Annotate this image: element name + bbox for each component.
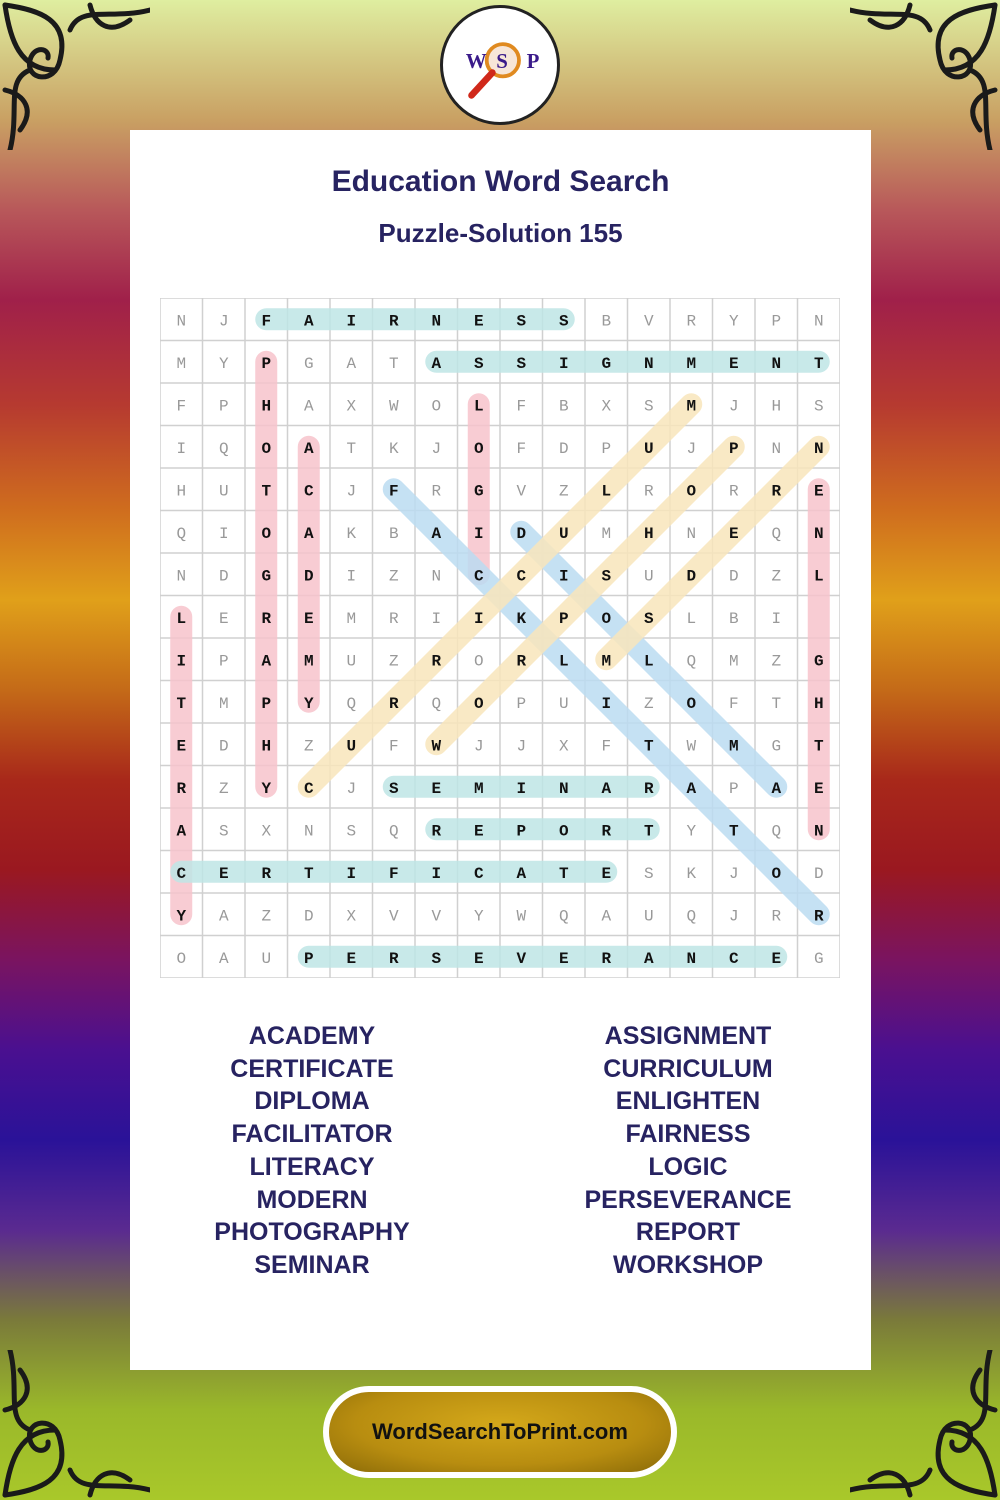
grid-cell-letter[interactable]: T bbox=[176, 694, 187, 713]
grid-cell-letter[interactable]: Q bbox=[686, 907, 697, 926]
footer-pill[interactable] bbox=[329, 1392, 671, 1472]
grid-cell-letter[interactable]: E bbox=[473, 312, 484, 331]
grid-cell-letter[interactable]: J bbox=[346, 779, 357, 798]
grid-cell-letter[interactable]: N bbox=[303, 822, 314, 841]
grid-cell-letter[interactable]: V bbox=[431, 907, 442, 926]
word-list-item: ACADEMY bbox=[248, 1022, 376, 1050]
grid-cell-letter[interactable]: I bbox=[431, 609, 442, 628]
grid-cell-letter[interactable]: A bbox=[218, 907, 229, 926]
word-list-item: FACILITATOR bbox=[231, 1120, 393, 1149]
grid-cell-letter[interactable]: F bbox=[516, 439, 527, 458]
grid-cell-letter[interactable]: L bbox=[601, 482, 612, 501]
grid-cell-letter[interactable]: R bbox=[813, 907, 824, 926]
grid-cell-letter[interactable]: D bbox=[218, 737, 229, 756]
word-list-item: MODERN bbox=[256, 1185, 368, 1214]
grid-cell-letter[interactable]: J bbox=[516, 737, 527, 756]
grid-cell-letter[interactable]: N bbox=[176, 312, 187, 331]
grid-cell-letter[interactable]: U bbox=[261, 949, 272, 968]
grid-cell-letter[interactable]: X bbox=[601, 397, 612, 416]
grid-cell-letter[interactable]: F bbox=[388, 737, 399, 756]
grid-cell-letter[interactable]: M bbox=[303, 652, 314, 671]
grid-cell-letter[interactable]: N bbox=[686, 949, 697, 968]
grid-cell-letter[interactable]: Z bbox=[558, 482, 569, 501]
grid-cell-letter[interactable]: M bbox=[601, 524, 612, 543]
grid-cell-letter[interactable]: D bbox=[686, 567, 697, 586]
grid-cell-letter[interactable]: H bbox=[813, 694, 824, 713]
grid-cell-letter[interactable]: R bbox=[601, 822, 612, 841]
grid-cell-letter[interactable]: E bbox=[728, 354, 739, 373]
grid-cell-letter[interactable]: Q bbox=[771, 524, 782, 543]
grid-cell-letter[interactable]: Y bbox=[686, 822, 697, 841]
grid-cell-letter[interactable]: C bbox=[728, 949, 739, 968]
grid-cell-letter[interactable]: O bbox=[686, 694, 697, 713]
grid-cell-letter[interactable]: E bbox=[771, 949, 782, 968]
grid-cell-letter[interactable]: O bbox=[686, 482, 697, 501]
grid-cell-letter[interactable]: A bbox=[431, 524, 442, 543]
grid-cell-letter[interactable]: Y bbox=[728, 312, 739, 331]
grid-cell-letter[interactable]: R bbox=[601, 949, 612, 968]
grid-cell-letter[interactable]: M bbox=[686, 354, 697, 373]
grid-cell-letter[interactable]: R bbox=[643, 779, 654, 798]
grid-cell-letter[interactable]: I bbox=[601, 694, 612, 713]
word-list-item: SEMINAR bbox=[254, 1250, 370, 1279]
grid-cell-letter[interactable]: I bbox=[473, 609, 484, 628]
grid-cell-letter[interactable]: P bbox=[728, 439, 739, 458]
grid-cell-letter[interactable]: H bbox=[261, 397, 272, 416]
grid-cell-letter[interactable]: O bbox=[176, 949, 187, 968]
grid-cell-letter[interactable]: N bbox=[771, 439, 782, 458]
grid-cell-letter[interactable]: E bbox=[728, 524, 739, 543]
grid-cell-letter[interactable]: Y bbox=[176, 907, 187, 926]
grid-cell-letter[interactable]: A bbox=[261, 652, 272, 671]
grid-cell-letter[interactable]: A bbox=[303, 312, 314, 331]
grid-cell-letter[interactable]: X bbox=[261, 822, 272, 841]
grid-cell-letter[interactable]: A bbox=[176, 822, 187, 841]
grid-cell-letter[interactable]: N bbox=[686, 524, 697, 543]
grid-cell-letter[interactable]: Z bbox=[388, 567, 399, 586]
grid-cell-letter[interactable]: E bbox=[176, 737, 187, 756]
grid-cell-letter[interactable]: E bbox=[473, 949, 484, 968]
grid-cell-letter[interactable]: W bbox=[516, 907, 527, 926]
grid-cell-letter[interactable]: I bbox=[176, 652, 187, 671]
grid-cell-letter[interactable]: F bbox=[601, 737, 612, 756]
grid-cell-letter[interactable]: N bbox=[176, 567, 187, 586]
grid-cell-letter[interactable]: U bbox=[558, 694, 569, 713]
grid-cell-letter[interactable]: R bbox=[261, 864, 272, 883]
grid-cell-letter[interactable]: T bbox=[261, 482, 272, 501]
grid-cell-letter[interactable]: P bbox=[516, 694, 527, 713]
word-list-right bbox=[528, 1020, 848, 1282]
grid-cell-letter[interactable]: L bbox=[473, 397, 484, 416]
grid-cell-letter[interactable]: H bbox=[643, 524, 654, 543]
grid-cell-letter[interactable]: M bbox=[686, 397, 697, 416]
grid-cell-letter[interactable]: N bbox=[431, 312, 442, 331]
grid-cell-letter[interactable]: I bbox=[346, 864, 357, 883]
grid-cell-letter[interactable]: V bbox=[516, 482, 527, 501]
grid-cell-letter[interactable]: D bbox=[813, 864, 824, 883]
grid-cell-letter[interactable]: E bbox=[218, 864, 229, 883]
grid-cell-letter[interactable]: W bbox=[686, 737, 697, 756]
grid-cell-letter[interactable]: T bbox=[771, 694, 782, 713]
grid-cell-letter[interactable]: I bbox=[473, 524, 484, 543]
grid-cell-letter[interactable]: C bbox=[303, 482, 314, 501]
grid-cell-letter[interactable]: A bbox=[303, 397, 314, 416]
grid-cell-letter[interactable]: M bbox=[473, 779, 484, 798]
grid-cell-letter[interactable]: A bbox=[303, 524, 314, 543]
grid-cell-letter[interactable]: S bbox=[516, 312, 527, 331]
grid-cell-letter[interactable]: R bbox=[728, 482, 739, 501]
word-list-item: ASSIGNMENT bbox=[604, 1022, 772, 1050]
grid-cell-letter[interactable]: K bbox=[388, 439, 399, 458]
grid-cell-letter[interactable]: R bbox=[686, 312, 697, 331]
grid-cell-letter[interactable]: R bbox=[388, 694, 399, 713]
grid-cell-letter[interactable]: F bbox=[728, 694, 739, 713]
grid-cell-letter[interactable]: S bbox=[516, 354, 527, 373]
grid-cell-letter[interactable]: I bbox=[346, 567, 357, 586]
grid-cell-letter[interactable]: L bbox=[686, 609, 697, 628]
grid-cell-letter[interactable]: O bbox=[473, 694, 484, 713]
grid-cell-letter[interactable]: Q bbox=[388, 822, 399, 841]
grid-cell-letter[interactable]: I bbox=[558, 567, 569, 586]
grid-cell-letter[interactable]: R bbox=[388, 949, 399, 968]
grid-cell-letter[interactable]: T bbox=[643, 737, 654, 756]
grid-cell-letter[interactable]: O bbox=[431, 397, 442, 416]
grid-cell-letter[interactable]: G bbox=[771, 737, 782, 756]
grid-cell-letter[interactable]: O bbox=[771, 864, 782, 883]
grid-cell-letter[interactable]: O bbox=[601, 609, 612, 628]
grid-cell-letter[interactable]: W bbox=[431, 737, 442, 756]
grid-cell-letter[interactable]: U bbox=[558, 524, 569, 543]
word-list-item: REPORT bbox=[635, 1218, 741, 1247]
grid-cell-letter[interactable]: N bbox=[431, 567, 442, 586]
grid-cell-letter[interactable]: B bbox=[558, 397, 569, 416]
grid-cell-letter[interactable]: P bbox=[218, 652, 229, 671]
grid-cell-letter[interactable]: F bbox=[388, 482, 399, 501]
grid-cell-letter[interactable]: Z bbox=[261, 907, 272, 926]
grid-cell-letter[interactable]: Y bbox=[473, 907, 484, 926]
grid-cell-letter[interactable]: F bbox=[261, 312, 272, 331]
grid-cell-letter[interactable]: T bbox=[346, 439, 357, 458]
grid-cell-letter[interactable]: A bbox=[218, 949, 229, 968]
grid-cell-letter[interactable]: M bbox=[176, 354, 187, 373]
grid-cell-letter[interactable]: R bbox=[388, 312, 399, 331]
ornament-top-right bbox=[850, 0, 1000, 150]
grid-cell-letter[interactable]: E bbox=[346, 949, 357, 968]
grid-cell-letter[interactable]: L bbox=[176, 609, 187, 628]
grid-cell-letter[interactable]: O bbox=[261, 439, 272, 458]
grid-cell-letter[interactable]: T bbox=[728, 822, 739, 841]
grid-cell-letter[interactable]: K bbox=[516, 609, 527, 628]
grid-cell-letter[interactable]: Q bbox=[218, 439, 229, 458]
grid-cell-letter[interactable]: M bbox=[346, 609, 357, 628]
page-subtitle: Puzzle-Solution 155 bbox=[378, 218, 623, 248]
grid-cell-letter[interactable]: B bbox=[728, 609, 739, 628]
grid-cell-letter[interactable]: R bbox=[261, 609, 272, 628]
grid-cell-letter[interactable]: R bbox=[431, 822, 442, 841]
grid-cell-letter[interactable]: X bbox=[346, 907, 357, 926]
grid-cell-letter[interactable]: D bbox=[303, 907, 314, 926]
grid-cell-letter[interactable]: Z bbox=[771, 567, 782, 586]
grid-cell-letter[interactable]: Y bbox=[261, 779, 272, 798]
grid-cell-letter[interactable]: G bbox=[813, 652, 824, 671]
grid-cell-letter[interactable]: T bbox=[813, 737, 824, 756]
grid-cell-letter[interactable]: I bbox=[218, 524, 229, 543]
grid-cell-letter[interactable]: S bbox=[643, 864, 654, 883]
grid-cell-letter[interactable]: G bbox=[473, 482, 484, 501]
grid-cell-letter[interactable]: A bbox=[346, 354, 357, 373]
grid-cell-letter[interactable]: D bbox=[558, 439, 569, 458]
word-list-item: ENLIGHTEN bbox=[615, 1087, 761, 1116]
grid-cell-letter[interactable]: S bbox=[643, 609, 654, 628]
grid-cell-letter[interactable]: N bbox=[558, 779, 569, 798]
grid-cell-letter[interactable]: P bbox=[728, 779, 739, 798]
grid-cell-letter[interactable]: L bbox=[558, 652, 569, 671]
grid-cell-letter[interactable]: I bbox=[558, 354, 569, 373]
grid-cell-letter[interactable]: D bbox=[728, 567, 739, 586]
word-list-item: PHOTOGRAPHY bbox=[214, 1218, 410, 1247]
grid-cell-letter[interactable]: E bbox=[473, 822, 484, 841]
grid-cell-letter[interactable]: E bbox=[303, 609, 314, 628]
grid-cell-letter[interactable]: M bbox=[601, 652, 612, 671]
grid-cell-letter[interactable]: Q bbox=[431, 694, 442, 713]
grid-cell-letter[interactable]: C bbox=[176, 864, 187, 883]
grid-cell-letter[interactable]: D bbox=[516, 524, 527, 543]
grid-cell-letter[interactable]: L bbox=[813, 567, 824, 586]
grid-cell-letter[interactable]: G bbox=[601, 354, 612, 373]
grid-cell-letter[interactable]: C bbox=[473, 567, 484, 586]
grid-cell-letter[interactable]: I bbox=[516, 779, 527, 798]
grid-cell-letter[interactable]: A bbox=[431, 354, 442, 373]
grid-cell-letter[interactable]: D bbox=[303, 567, 314, 586]
grid-cell-letter[interactable]: S bbox=[388, 779, 399, 798]
grid-cell-letter[interactable]: F bbox=[388, 864, 399, 883]
grid-cell-letter[interactable]: K bbox=[346, 524, 357, 543]
word-list-left bbox=[152, 1020, 472, 1282]
grid-cell-letter[interactable]: D bbox=[218, 567, 229, 586]
grid-cell-letter[interactable]: T bbox=[303, 864, 314, 883]
grid-cell-letter[interactable]: P bbox=[218, 397, 229, 416]
word-list-item: LOGIC bbox=[648, 1152, 728, 1181]
grid-cell-letter[interactable]: R bbox=[388, 609, 399, 628]
grid-cell-letter[interactable]: I bbox=[176, 439, 187, 458]
grid-cell-letter[interactable]: R bbox=[516, 652, 527, 671]
grid-cell-letter[interactable]: M bbox=[218, 694, 229, 713]
grid-cell-letter[interactable]: O bbox=[261, 524, 272, 543]
grid-cell-letter[interactable]: A bbox=[601, 907, 612, 926]
grid-cell-letter[interactable]: U bbox=[346, 737, 357, 756]
grid-cell-letter[interactable]: N bbox=[643, 354, 654, 373]
grid-cell-letter[interactable]: Q bbox=[346, 694, 357, 713]
grid-cell-letter[interactable]: C bbox=[303, 779, 314, 798]
grid-cell-letter[interactable]: E bbox=[813, 779, 824, 798]
grid-cell-letter[interactable]: I bbox=[431, 864, 442, 883]
grid-cell-letter[interactable]: E bbox=[431, 779, 442, 798]
grid-cell-letter[interactable]: F bbox=[516, 397, 527, 416]
grid-cell-letter[interactable]: O bbox=[473, 439, 484, 458]
grid-cell-letter[interactable]: O bbox=[558, 822, 569, 841]
grid-cell-letter[interactable]: T bbox=[643, 822, 654, 841]
grid-cell-letter[interactable]: U bbox=[218, 482, 229, 501]
grid-cell-letter[interactable]: A bbox=[643, 949, 654, 968]
page-title: Education Word Search bbox=[331, 165, 670, 198]
grid-cell-letter[interactable]: C bbox=[516, 567, 527, 586]
letter-grid[interactable] bbox=[160, 298, 840, 978]
grid-cell-letter[interactable]: A bbox=[771, 779, 782, 798]
grid-cell-letter[interactable]: K bbox=[686, 864, 697, 883]
grid-cell-letter[interactable]: A bbox=[516, 864, 527, 883]
grid-cell-letter[interactable]: S bbox=[558, 312, 569, 331]
grid-cell-letter[interactable]: B bbox=[601, 312, 612, 331]
grid-cell-letter[interactable]: H bbox=[261, 737, 272, 756]
grid-cell-letter[interactable]: Z bbox=[303, 737, 314, 756]
grid-cell-letter[interactable]: M bbox=[728, 737, 739, 756]
grid-cell-letter[interactable]: P bbox=[558, 609, 569, 628]
logo-letter-p: P bbox=[526, 48, 540, 73]
grid-cell-letter[interactable]: J bbox=[728, 397, 739, 416]
grid-cell-letter[interactable]: O bbox=[473, 652, 484, 671]
grid-cell-letter[interactable]: Y bbox=[303, 694, 314, 713]
grid-cell-letter[interactable]: P bbox=[303, 949, 314, 968]
grid-cell-letter[interactable]: N bbox=[813, 822, 824, 841]
grid-cell-letter[interactable]: J bbox=[686, 439, 697, 458]
grid-cell-letter[interactable]: I bbox=[346, 312, 357, 331]
grid-cell-letter[interactable]: U bbox=[643, 567, 654, 586]
grid-cell-letter[interactable]: U bbox=[346, 652, 357, 671]
grid-cell-letter[interactable]: H bbox=[176, 482, 187, 501]
ornament-bottom-right bbox=[850, 1350, 1000, 1500]
grid-cell-letter[interactable]: G bbox=[813, 949, 824, 968]
grid-cell-letter[interactable]: A bbox=[601, 779, 612, 798]
grid-cell-letter[interactable]: Y bbox=[218, 354, 229, 373]
grid-cell-letter[interactable]: S bbox=[218, 822, 229, 841]
grid-cell-letter[interactable]: V bbox=[643, 312, 654, 331]
grid-cell-letter[interactable]: E bbox=[601, 864, 612, 883]
grid-cell-letter[interactable]: N bbox=[813, 312, 824, 331]
grid-cell-letter[interactable]: S bbox=[643, 397, 654, 416]
ornament-top-left bbox=[0, 0, 150, 150]
grid-cell-letter[interactable]: M bbox=[728, 652, 739, 671]
grid-cell-letter[interactable]: N bbox=[771, 354, 782, 373]
grid-cell-letter[interactable]: P bbox=[261, 694, 272, 713]
grid-cell-letter[interactable]: T bbox=[813, 354, 824, 373]
grid-cell-letter[interactable]: J bbox=[728, 907, 739, 926]
grid-cell-letter[interactable]: Z bbox=[218, 779, 229, 798]
grid-cell-letter[interactable]: P bbox=[771, 312, 782, 331]
grid-cell-letter[interactable]: T bbox=[558, 864, 569, 883]
grid-cell-letter[interactable]: J bbox=[473, 737, 484, 756]
grid-cell-letter[interactable]: G bbox=[303, 354, 314, 373]
grid-cell-letter[interactable]: G bbox=[261, 567, 272, 586]
grid-cell-letter[interactable]: R bbox=[643, 482, 654, 501]
grid-cell-letter[interactable]: Z bbox=[643, 694, 654, 713]
grid-cell-letter[interactable]: S bbox=[473, 354, 484, 373]
grid-cell-letter[interactable]: E bbox=[558, 949, 569, 968]
grid-cell-letter[interactable]: P bbox=[516, 822, 527, 841]
grid-cell-letter[interactable]: E bbox=[813, 482, 824, 501]
grid-cell-letter[interactable]: U bbox=[643, 439, 654, 458]
grid-cell-letter[interactable]: N bbox=[813, 439, 824, 458]
grid-cell-letter[interactable]: P bbox=[601, 439, 612, 458]
grid-cell-letter[interactable]: E bbox=[218, 609, 229, 628]
grid-cell-letter[interactable]: Z bbox=[388, 652, 399, 671]
grid-cell-letter[interactable]: V bbox=[516, 949, 527, 968]
grid-cell-letter[interactable]: W bbox=[388, 397, 399, 416]
word-list-item: PERSEVERANCE bbox=[584, 1185, 792, 1214]
grid-cell-letter[interactable]: A bbox=[686, 779, 697, 798]
grid-cell-letter[interactable]: R bbox=[771, 907, 782, 926]
grid-cell-letter[interactable]: Q bbox=[686, 652, 697, 671]
grid-cell-letter[interactable]: J bbox=[728, 864, 739, 883]
grid-cell-letter[interactable]: Q bbox=[771, 822, 782, 841]
puzzle-panel bbox=[130, 130, 871, 1370]
grid-cell-letter[interactable]: S bbox=[431, 949, 442, 968]
grid-cell-letter[interactable]: U bbox=[643, 907, 654, 926]
word-list-item: CERTIFICATE bbox=[230, 1054, 394, 1083]
grid-cell-letter[interactable]: S bbox=[601, 567, 612, 586]
grid-cell-letter[interactable]: J bbox=[346, 482, 357, 501]
grid-cell-letter[interactable]: C bbox=[473, 864, 484, 883]
logo-letter-s: S bbox=[496, 48, 508, 73]
word-list-item: LITERACY bbox=[249, 1152, 375, 1181]
word-list-item: DIPLOMA bbox=[254, 1087, 370, 1116]
grid-cell-letter[interactable]: V bbox=[388, 907, 399, 926]
grid-cell-letter[interactable]: J bbox=[218, 312, 229, 331]
logo-letter-w: W bbox=[465, 48, 487, 73]
grid-cell-letter[interactable]: T bbox=[388, 354, 399, 373]
grid-cell-letter[interactable]: R bbox=[431, 652, 442, 671]
grid-cell-letter[interactable]: R bbox=[431, 482, 442, 501]
grid-cell-letter[interactable]: Z bbox=[771, 652, 782, 671]
grid-cell-letter[interactable]: N bbox=[813, 524, 824, 543]
grid-cell-letter[interactable]: H bbox=[771, 397, 782, 416]
grid-cell-letter[interactable]: I bbox=[771, 609, 782, 628]
grid-cell-letter[interactable]: L bbox=[643, 652, 654, 671]
footer-badge[interactable] bbox=[323, 1386, 677, 1478]
word-list-item: CURRICULUM bbox=[603, 1054, 773, 1083]
word-list-item: WORKSHOP bbox=[613, 1250, 763, 1279]
ornament-bottom-left bbox=[0, 1350, 150, 1500]
grid-cell-letter[interactable]: B bbox=[388, 524, 399, 543]
grid-cell-letter[interactable]: S bbox=[346, 822, 357, 841]
grid-cell-letter[interactable]: A bbox=[303, 439, 314, 458]
grid-cell-letter[interactable]: J bbox=[431, 439, 442, 458]
grid-cell-letter[interactable]: P bbox=[261, 354, 272, 373]
grid-cell-letter[interactable]: Q bbox=[558, 907, 569, 926]
word-list-item: FAIRNESS bbox=[625, 1120, 751, 1149]
grid-cell-letter[interactable]: R bbox=[176, 779, 187, 798]
grid-cell-letter[interactable]: F bbox=[176, 397, 187, 416]
footer-link[interactable]: WordSearchToPrint.com bbox=[372, 1419, 628, 1444]
grid-cell-letter[interactable]: X bbox=[346, 397, 357, 416]
grid-cell-letter[interactable]: X bbox=[558, 737, 569, 756]
grid-cell-letter[interactable]: S bbox=[813, 397, 824, 416]
grid-cell-letter[interactable]: Q bbox=[176, 524, 187, 543]
wsp-logo bbox=[440, 5, 560, 125]
grid-cell-letter[interactable]: R bbox=[771, 482, 782, 501]
